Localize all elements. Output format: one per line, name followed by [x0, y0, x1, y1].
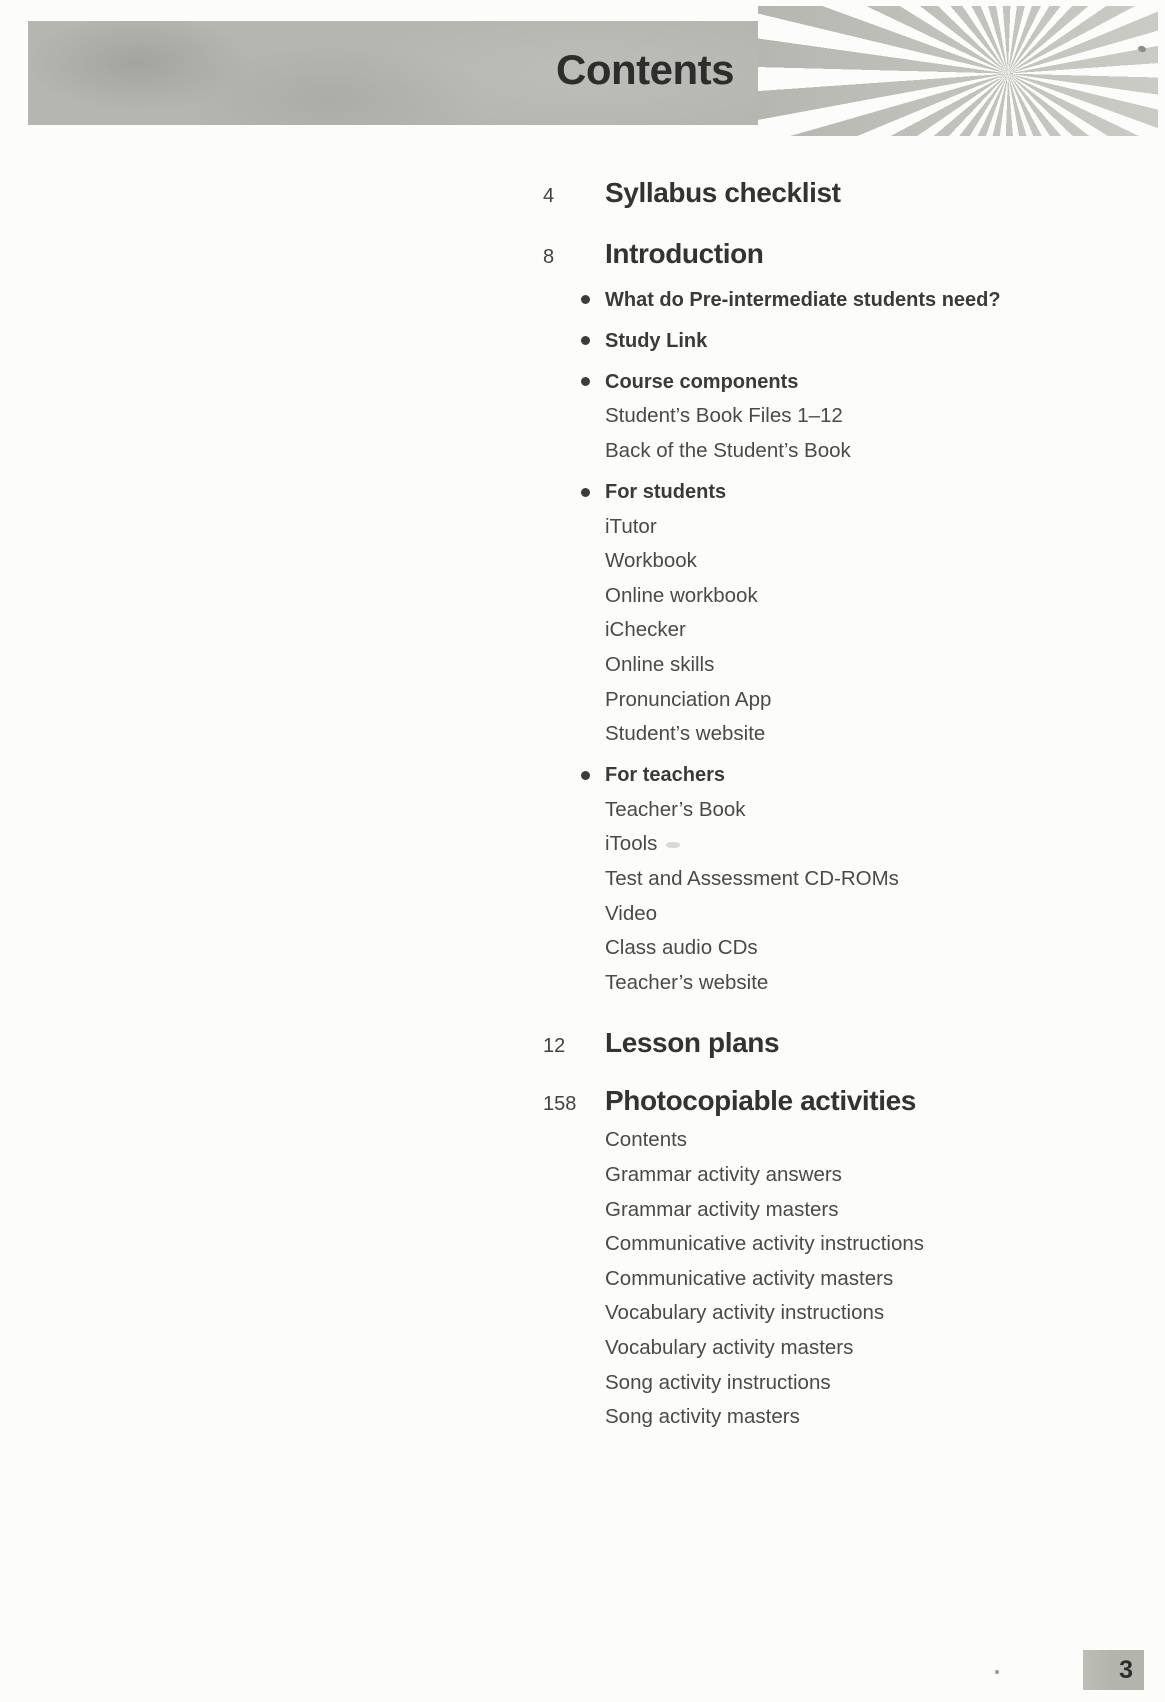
toc-item-list: [543, 1123, 1133, 1434]
toc-item-label: iChecker: [605, 618, 686, 642]
toc-item: [543, 1193, 1133, 1228]
toc-section-page-number: 4: [543, 185, 555, 207]
toc-item-label: Video: [605, 901, 658, 925]
toc-item-label: Class audio CDs: [605, 936, 758, 960]
toc-item: [543, 1158, 1133, 1193]
toc-item: [543, 683, 1133, 718]
toc-section-heading: [543, 1021, 1133, 1065]
toc-item-label: iTools: [605, 832, 658, 856]
toc-item: [543, 758, 1133, 793]
scan-speck: [995, 1670, 999, 1674]
toc-section-title: Introduction: [605, 238, 764, 269]
toc-item: [543, 475, 1133, 510]
toc-item-label: Test and Assessment CD-ROMs: [605, 867, 899, 890]
toc-item-label: Vocabulary activity masters: [605, 1335, 854, 1359]
bullet-icon: [581, 488, 590, 497]
toc-section: [543, 1021, 1133, 1065]
bullet-icon: [581, 771, 590, 780]
toc-section: [543, 1079, 1133, 1434]
toc-section-heading: [543, 1079, 1133, 1123]
toc-item: [543, 717, 1133, 752]
toc-item: [543, 324, 1133, 359]
toc-item: [543, 1331, 1133, 1366]
toc-item-label: Teacher’s website: [605, 970, 769, 994]
toc-item-list: [543, 283, 1133, 1001]
page-number: 3: [1119, 1656, 1133, 1684]
scan-speck: [666, 842, 680, 848]
toc-item: [543, 1400, 1133, 1435]
toc-item-label: iTutor: [605, 514, 657, 538]
toc-item: [543, 579, 1133, 614]
page-number-badge: [1083, 1650, 1144, 1690]
toc-item-label: Back of the Student’s Book: [605, 438, 851, 462]
toc-item-label: Student’s Book Files 1–12: [605, 404, 843, 428]
toc-item-label: For teachers: [605, 764, 726, 787]
toc-item: [543, 1227, 1133, 1262]
toc-item-label: Pronunciation App: [605, 687, 772, 711]
toc-section-title: Lesson plans: [605, 1027, 780, 1059]
toc-item: [543, 862, 1133, 897]
toc-item-label: Communicative activity instructions: [605, 1232, 924, 1256]
toc-item-label: Course components: [605, 370, 799, 393]
toc: [543, 0, 1133, 1435]
bullet-icon: [581, 377, 590, 386]
toc-item: [543, 1123, 1133, 1158]
toc-section-heading: [543, 232, 1133, 276]
toc-section-title: Photocopiable activities: [605, 1085, 916, 1117]
bullet-icon: [581, 336, 590, 345]
toc-item: [543, 931, 1133, 966]
toc-item-label: Study Link: [605, 329, 708, 352]
toc-item: [543, 897, 1133, 932]
toc-item: [543, 613, 1133, 648]
toc-item-label: Teacher’s Book: [605, 797, 746, 821]
toc-section: [543, 171, 1133, 215]
toc-item-label: Student’s website: [605, 722, 766, 746]
toc-item: [543, 966, 1133, 1001]
toc-section-title: Syllabus checklist: [605, 177, 841, 208]
toc-item-label: For students: [605, 480, 727, 503]
toc-section-page-number: 12: [543, 1035, 566, 1058]
toc-item-label: Song activity instructions: [605, 1370, 831, 1394]
toc-item-label: Online workbook: [605, 583, 758, 607]
toc-item: [543, 1296, 1133, 1331]
toc-item: [543, 434, 1133, 469]
toc-item-label: Online skills: [605, 652, 715, 676]
toc-item: [543, 648, 1133, 683]
toc-section-page-number: 8: [543, 246, 555, 268]
toc-item: [543, 793, 1133, 828]
toc-item-label: Contents: [605, 1128, 688, 1152]
toc-item: [543, 1262, 1133, 1297]
toc-item-label: Song activity masters: [605, 1405, 800, 1429]
toc-item: [543, 510, 1133, 545]
toc-section: [543, 232, 1133, 1000]
toc-item: [543, 1366, 1133, 1401]
toc-item: [543, 283, 1133, 318]
toc-item-label: Grammar activity masters: [605, 1197, 839, 1221]
page-title: Contents: [556, 46, 734, 93]
toc-section-heading: [543, 171, 1133, 215]
toc-item-label: Grammar activity answers: [605, 1162, 842, 1186]
toc-item-label: Vocabulary activity instructions: [605, 1301, 885, 1325]
toc-item: [543, 827, 1133, 862]
toc-item-label: Communicative activity masters: [605, 1266, 894, 1290]
toc-item-label: Workbook: [605, 549, 697, 573]
toc-item: [543, 399, 1133, 434]
toc-item: [543, 365, 1133, 400]
toc-item-label: What do Pre-intermediate students need?: [605, 288, 1001, 311]
toc-item: [543, 544, 1133, 579]
toc-section-page-number: 158: [543, 1093, 577, 1116]
bullet-icon: [581, 295, 590, 304]
